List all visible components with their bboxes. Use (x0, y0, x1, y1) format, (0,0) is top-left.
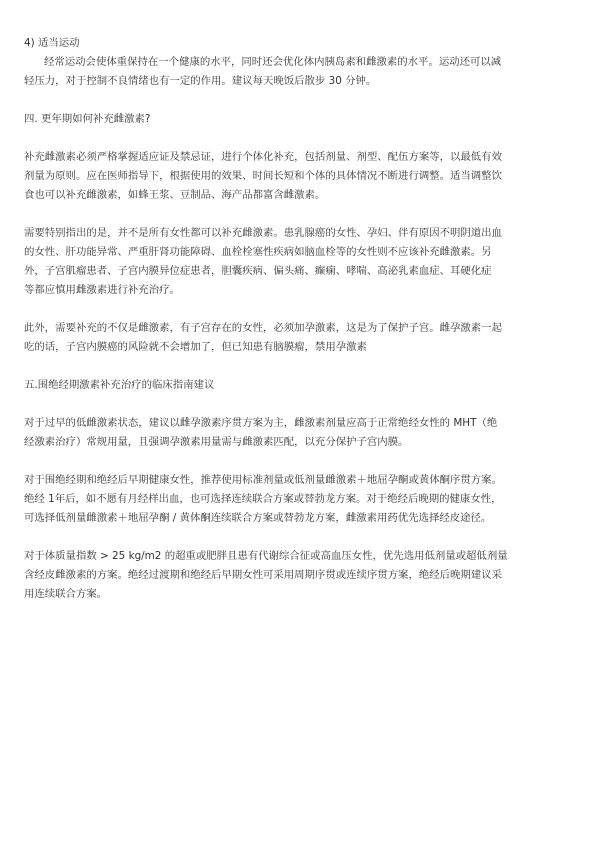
paragraph-line: 绝经 1年后，如不愿有月经样出血，也可选择连续联合方案或替勃龙方案。对于绝经后晚期的健康女性， (24, 493, 502, 505)
paragraph-gap (24, 452, 574, 471)
paragraph-line: 可选择低剂量雌激素＋地屈孕酮 / 黄体酮连续联合方案或替勃龙方案，雌激素用药优先选择经皮途径。 (24, 512, 492, 524)
paragraph-supplement-principles (24, 148, 574, 205)
paragraph-progestogen (24, 319, 574, 357)
paragraph-contraindications (24, 224, 574, 300)
paragraph-line: 用连续联合方案。 (24, 588, 108, 600)
section-heading-guidelines: 五.围绝经期激素补充治疗的临床指南建议 (24, 379, 215, 391)
paragraph-line: 轻压力，对于控制不良情绪也有一定的作用。建议每天晚饭后散步 30 分钟。 (24, 75, 377, 87)
paragraph-line: 对于体质量指数 > 25 kg/m2 的超重或肥胖且患有代谢综合征或高血压女性，优先选用低剂量或超低剂量 (24, 550, 508, 562)
paragraph-line: 经常运动会使体重保持在一个健康的水平，同时还会优化体内胰岛素和雌激素的水平。运动还可以减 (44, 56, 502, 68)
paragraph-line: 等都应慎用雌激素进行补充治疗。 (24, 284, 180, 296)
paragraph-line: 此外，需要补充的不仅是雌激素，有子宫存在的女性，必须加孕激素，这是为了保护子宫。雌孕激素一起 (24, 322, 502, 334)
paragraph-line: 食也可以补充雌激素，如蜂王浆、豆制品、海产品都富含雌激素。 (24, 189, 326, 201)
paragraph-line: 吃的话，子宫内膜癌的风险就不会增加了，但已知患有脑膜瘤，禁用孕激素 (24, 341, 367, 353)
paragraph-line: 的女性、肝功能异常、严重肝肾功能障碍、血栓栓塞性疾病如脑血栓等的女性则不应该补充雌激素。另 (24, 246, 492, 258)
paragraph-gap (24, 205, 574, 224)
section-heading-exercise: 4) 适当运动 (24, 37, 80, 49)
paragraph-line: 经激素治疗）常规用量，且强调孕激素用量需与雌激素匹配，以充分保护子宫内膜。 (24, 436, 409, 448)
paragraph-line: 对于围绝经期和绝经后早期健康女性，推荐使用标准剂量或低剂量雌激素＋地屈孕酮或黄体酮序贯方案。 (24, 474, 502, 486)
paragraph-line: 外，子宫肌瘤患者、子宫内膜异位症患者，胆囊疾病、偏头痛、癫痫、哮喘、高泌乳素血症、耳硬化症 (24, 265, 492, 277)
paragraph-line: 含经皮雌激素的方案。绝经过渡期和绝经后早期女性可采用周期序贯或连续序贯方案，绝经后晚期建议采 (24, 569, 502, 581)
paragraph-low-estrogen (24, 414, 574, 452)
paragraph-perimenopause (24, 471, 574, 528)
document-page (24, 34, 574, 604)
paragraph-gap (24, 300, 574, 319)
paragraph-gap (24, 129, 574, 148)
paragraph-gap (24, 357, 574, 376)
paragraph-line: 对于过早的低雌激素状态，建议以雌孕激素序贯方案为主，雌激素剂量应高于正常绝经女性的 MHT（绝 (24, 417, 498, 429)
paragraph-line: 剂量为原则。应在医师指导下，根据使用的效果、时间长短和个体的具体情况不断进行调整。适当调整饮 (24, 170, 502, 182)
paragraph-gap (24, 395, 574, 414)
paragraph-bmi (24, 547, 574, 604)
paragraph-gap (24, 91, 574, 110)
paragraph-gap (24, 528, 574, 547)
paragraph-line: 需要特别指出的是，并不是所有女性都可以补充雌激素。患乳腺癌的女性、孕妇、伴有原因不明阴道出血 (24, 227, 502, 239)
section-heading-estrogen: 四. 更年期如何补充雌激素? (24, 113, 151, 125)
paragraph-line: 补充雌激素必须严格掌握适应证及禁忌证，进行个体化补充，包括剂量、剂型、配伍方案等，以最低有效 (24, 151, 502, 163)
